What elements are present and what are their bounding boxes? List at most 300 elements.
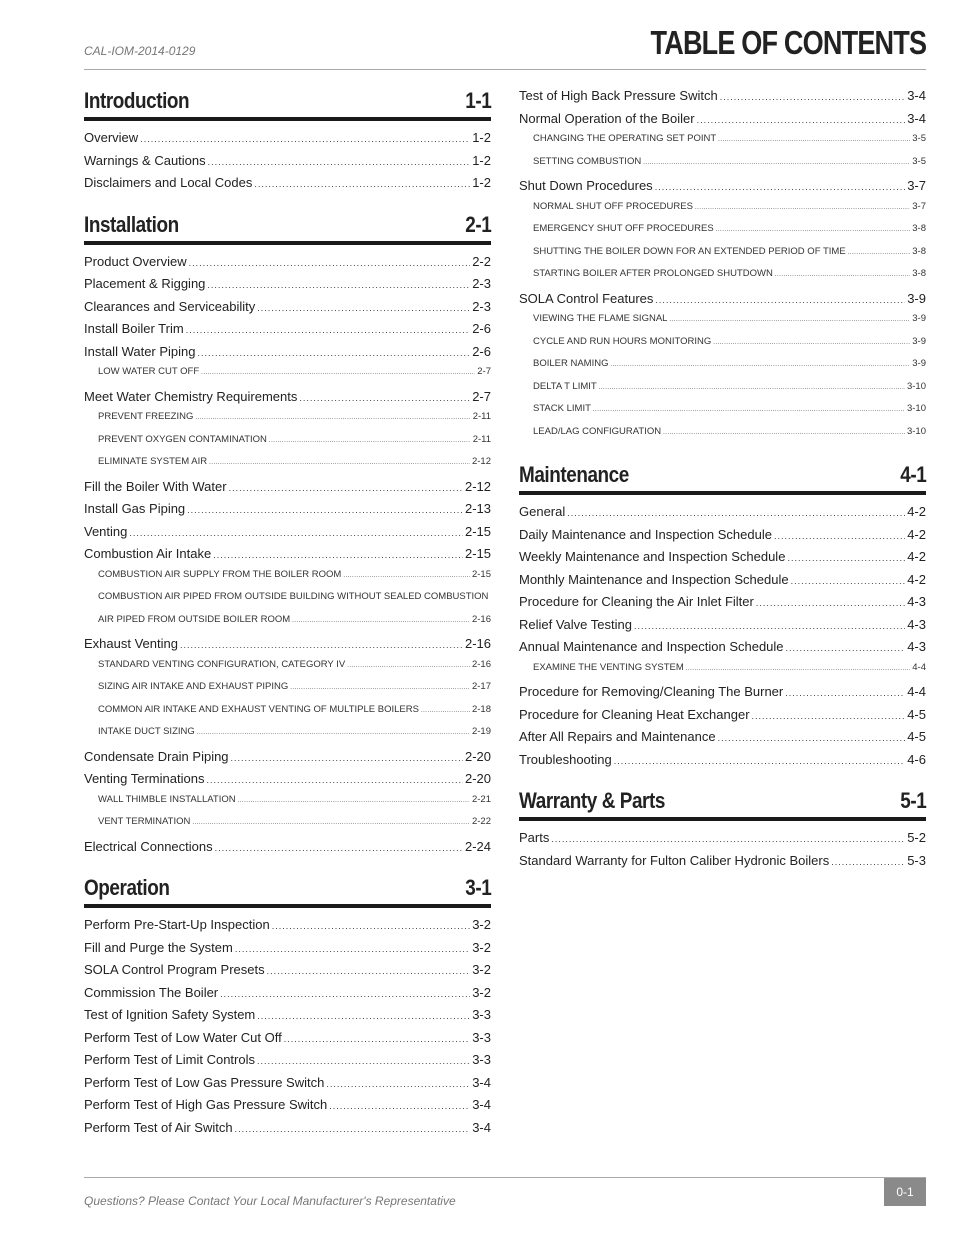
entry-title: Shut Down Procedures xyxy=(519,178,653,193)
toc-entry[interactable] xyxy=(84,962,491,985)
entry-page-number: 3-4 xyxy=(907,88,926,103)
entry-title: ELIMINATE SYSTEM AIR xyxy=(98,456,208,467)
dot-leader xyxy=(775,272,910,278)
entry-page-number: 2-16 xyxy=(471,658,491,670)
entry-title: Perform Test of High Gas Pressure Switch xyxy=(84,1097,328,1112)
entry-page-number: 3-4 xyxy=(907,110,926,126)
toc-subentry[interactable] xyxy=(84,704,491,727)
entry-title: Perform Test of Air Switch xyxy=(84,1119,233,1135)
entry-title: Procedure for Removing/Cleaning The Burner xyxy=(519,684,784,699)
toc-column-left xyxy=(84,88,491,1156)
toc-entry[interactable] xyxy=(84,479,491,502)
entry-title: Monthly Maintenance and Inspection Schedule xyxy=(519,571,789,587)
dot-leader xyxy=(201,370,475,376)
toc-subentry[interactable] xyxy=(519,246,926,269)
entry-title: STACK LIMIT xyxy=(533,403,591,414)
entry-title: Install Gas Piping xyxy=(84,501,186,516)
dot-leader xyxy=(213,550,463,560)
dot-leader xyxy=(209,460,470,466)
entry-title: Warnings & Cautions xyxy=(84,152,206,168)
toc-entry[interactable] xyxy=(84,636,491,659)
entry-title: STANDARD VENTING CONFIGURATION, CATEGORY IV xyxy=(98,658,346,670)
entry-title: VENT TERMINATION xyxy=(98,816,191,827)
entry-page-number: 3-4 xyxy=(472,1119,491,1135)
dot-leader xyxy=(614,756,905,766)
entry-title: Product Overview xyxy=(84,253,187,269)
toc-entry[interactable] xyxy=(84,175,491,198)
toc-subentry[interactable] xyxy=(519,313,926,336)
entry-page-number: 3-8 xyxy=(912,245,926,257)
entry-title: CYCLE AND RUN HOURS MONITORING xyxy=(533,335,712,347)
entry-title: Electrical Connections xyxy=(84,838,213,854)
dot-leader xyxy=(611,362,911,368)
entry-page-number: 5-2 xyxy=(907,830,926,845)
entry-page-number: 2-6 xyxy=(472,343,491,359)
toc-subentry[interactable] xyxy=(84,411,491,434)
dot-leader xyxy=(716,227,911,233)
entry-page-number: 5-3 xyxy=(907,852,926,868)
entry-page-number: 2-16 xyxy=(471,613,491,625)
dot-leader xyxy=(292,618,470,624)
entry-title: Test of Ignition Safety System xyxy=(84,1007,256,1022)
dot-leader xyxy=(290,685,470,691)
dot-leader xyxy=(129,528,463,538)
dot-leader xyxy=(599,385,905,391)
entry-title: Perform Test of Low Gas Pressure Switch xyxy=(84,1074,325,1090)
entry-title: Perform Pre-Start-Up Inspection xyxy=(84,917,270,932)
toc-entry[interactable] xyxy=(519,291,926,314)
entry-page-number: 3-5 xyxy=(912,133,926,144)
entry-title: NORMAL SHUT OFF PROCEDURES xyxy=(533,200,693,212)
entry-page-number: 3-7 xyxy=(907,178,926,193)
footer-contact-note: Questions? Please Contact Your Local Manufacturer's Representative xyxy=(84,1194,456,1208)
dot-leader xyxy=(192,820,470,826)
toc-entry[interactable] xyxy=(519,729,926,752)
toc-subentry[interactable] xyxy=(84,681,491,704)
entry-page-number: 3-10 xyxy=(906,403,926,414)
entry-page-number: 3-9 xyxy=(912,335,926,347)
entry-title: COMMON AIR INTAKE AND EXHAUST VENTING OF MULTIPLE BOILERS xyxy=(98,703,419,715)
dot-leader xyxy=(198,348,471,358)
toc-subentry[interactable] xyxy=(84,816,491,839)
entry-title: DELTA T LIMIT xyxy=(533,380,597,392)
toc-subentry[interactable] xyxy=(519,403,926,426)
entry-page-number: 1-2 xyxy=(472,130,491,145)
section-page-number: 4-1 xyxy=(899,462,926,487)
dot-leader xyxy=(634,621,905,631)
toc-section xyxy=(84,212,491,862)
entry-title: Clearances and Serviceability xyxy=(84,298,256,314)
toc-subentry[interactable] xyxy=(519,268,926,291)
entry-page-number: 3-9 xyxy=(912,313,926,324)
entry-page-number: 2-7 xyxy=(472,388,491,404)
dot-leader xyxy=(254,179,470,189)
entry-title: Install Boiler Trim xyxy=(84,321,184,336)
toc-entry[interactable] xyxy=(84,321,491,344)
toc-subentry[interactable] xyxy=(519,201,926,224)
entry-title: SOLA Control Features xyxy=(519,290,654,306)
entry-page-number: 2-21 xyxy=(471,793,491,805)
entry-page-number: 3-4 xyxy=(472,1074,491,1090)
entry-page-number: 2-15 xyxy=(464,546,491,561)
entry-title: Disclaimers and Local Codes xyxy=(84,175,253,190)
entry-page-number: 2-17 xyxy=(471,681,491,692)
toc-subentry[interactable] xyxy=(84,726,491,749)
entry-page-number: 1-2 xyxy=(472,175,491,190)
entry-title: VIEWING THE FLAME SIGNAL xyxy=(533,313,668,324)
dot-leader xyxy=(786,643,906,653)
dot-leader xyxy=(195,415,470,421)
section-title: Warranty & Parts xyxy=(519,788,665,813)
entry-title: Daily Maintenance and Inspection Schedule xyxy=(519,526,772,542)
entry-page-number: 2-19 xyxy=(471,726,491,737)
entry-title: Procedure for Cleaning the Air Inlet Filter xyxy=(519,594,754,609)
entry-title: Overview xyxy=(84,130,139,145)
toc-entry[interactable] xyxy=(519,684,926,707)
toc-entry[interactable] xyxy=(84,389,491,412)
toc-subentry[interactable] xyxy=(84,794,491,817)
dot-leader xyxy=(140,134,470,144)
toc-entry[interactable] xyxy=(519,504,926,527)
dot-leader xyxy=(329,1101,470,1111)
entry-title: Venting Terminations xyxy=(84,771,205,786)
toc-entry[interactable] xyxy=(519,527,926,550)
toc-entry[interactable] xyxy=(84,749,491,772)
entry-page-number: 3-8 xyxy=(912,223,926,234)
toc-entry[interactable] xyxy=(519,549,926,572)
entry-title: After All Repairs and Maintenance xyxy=(519,729,716,744)
toc-subentry[interactable] xyxy=(519,223,926,246)
toc-entry[interactable] xyxy=(84,254,491,277)
footer-divider xyxy=(84,1177,926,1178)
entry-title: Perform Test of Low Water Cut Off xyxy=(84,1029,282,1045)
entry-page-number: 2-6 xyxy=(472,321,491,336)
toc-entry[interactable] xyxy=(84,839,491,862)
entry-page-number: 2-20 xyxy=(464,748,491,764)
entry-title: SIZING AIR INTAKE AND EXHAUST PIPING xyxy=(98,681,289,692)
entry-title: Procedure for Cleaning Heat Exchanger xyxy=(519,706,750,722)
entry-page-number: 3-5 xyxy=(912,155,926,167)
entry-page-number: 4-5 xyxy=(907,706,926,722)
dot-leader xyxy=(238,798,470,804)
toc-entry[interactable] xyxy=(84,130,491,153)
toc-entry[interactable] xyxy=(519,707,926,730)
toc-entry[interactable] xyxy=(519,88,926,111)
section-title: Introduction xyxy=(84,88,190,113)
toc-entry[interactable] xyxy=(84,524,491,547)
entry-page-number: 2-16 xyxy=(464,636,491,651)
entry-title: INTAKE DUCT SIZING xyxy=(98,726,195,737)
entry-title: Condensate Drain Piping xyxy=(84,748,229,764)
entry-page-number: 2-15 xyxy=(471,568,491,580)
header-divider xyxy=(84,69,926,70)
entry-title: General xyxy=(519,504,566,519)
section-title: Installation xyxy=(84,211,179,237)
entry-page-number: 2-2 xyxy=(472,253,491,269)
dot-leader xyxy=(235,944,470,954)
entry-page-number: 2-15 xyxy=(464,523,491,539)
entry-page-number: 3-7 xyxy=(912,200,926,212)
dot-leader xyxy=(655,182,906,192)
toc-subentry[interactable] xyxy=(84,659,491,682)
document-code: CAL-IOM-2014-0129 xyxy=(84,44,196,58)
entry-page-number: 3-2 xyxy=(472,984,491,1000)
dot-leader xyxy=(189,258,471,268)
entry-page-number: 2-11 xyxy=(472,433,491,445)
dot-leader xyxy=(207,280,470,290)
entry-page-number: 3-4 xyxy=(472,1097,491,1112)
toc-entry[interactable] xyxy=(519,830,926,853)
entry-title: Troubleshooting xyxy=(519,751,612,767)
toc-entry[interactable] xyxy=(84,344,491,367)
dot-leader xyxy=(752,711,906,721)
dot-leader xyxy=(567,508,905,518)
toc-section xyxy=(84,88,491,198)
toc-subentry[interactable] xyxy=(519,426,926,449)
entry-page-number: 3-3 xyxy=(472,1029,491,1045)
entry-title: Combustion Air Intake xyxy=(84,546,212,561)
toc-entry[interactable] xyxy=(84,940,491,963)
dot-leader xyxy=(787,553,905,563)
dot-leader xyxy=(347,663,470,669)
toc-entry[interactable] xyxy=(84,985,491,1008)
toc-subentry[interactable] xyxy=(519,133,926,156)
toc-subentry[interactable] xyxy=(519,381,926,404)
toc-subentry[interactable] xyxy=(84,366,491,389)
entry-page-number: 4-4 xyxy=(912,661,926,673)
page-number-badge: 0-1 xyxy=(884,1178,926,1206)
section-heading xyxy=(519,462,926,495)
entry-page-number: 2-11 xyxy=(472,411,491,422)
toc-subentry[interactable] xyxy=(519,336,926,359)
section-title: Maintenance xyxy=(519,462,629,487)
dot-leader xyxy=(269,438,471,444)
entry-title: Fill and Purge the System xyxy=(84,939,233,955)
entry-title: Exhaust Venting xyxy=(84,636,178,651)
toc-entry[interactable] xyxy=(84,917,491,940)
entry-page-number: 4-2 xyxy=(907,526,926,542)
toc-entry[interactable] xyxy=(84,299,491,322)
dot-leader xyxy=(669,317,910,323)
toc-entry[interactable] xyxy=(84,1030,491,1053)
entry-title: SETTING COMBUSTION xyxy=(533,155,642,167)
toc-section xyxy=(519,788,926,875)
toc-entry[interactable] xyxy=(84,1120,491,1143)
dot-leader xyxy=(421,708,470,714)
toc-entry[interactable] xyxy=(84,771,491,794)
entry-title: SHUTTING THE BOILER DOWN FOR AN EXTENDED PERIOD OF TIME xyxy=(533,245,846,257)
dot-leader xyxy=(791,576,906,586)
dot-leader xyxy=(663,430,905,436)
entry-page-number: 4-2 xyxy=(907,504,926,519)
dot-leader xyxy=(593,407,905,413)
dot-leader xyxy=(186,325,471,335)
dot-leader xyxy=(756,598,905,608)
toc-section xyxy=(84,875,491,1142)
entry-title: Fill the Boiler With Water xyxy=(84,478,227,494)
entry-title: Commission The Boiler xyxy=(84,984,219,1000)
dot-leader xyxy=(272,921,471,931)
dot-leader xyxy=(235,1124,471,1134)
toc-entry[interactable] xyxy=(84,501,491,524)
entry-title: Weekly Maintenance and Inspection Schedule xyxy=(519,549,786,564)
entry-title: Standard Warranty for Fulton Caliber Hydronic Boilers xyxy=(519,852,830,868)
dot-leader xyxy=(229,483,463,493)
entry-page-number: 4-3 xyxy=(907,616,926,632)
section-page-number: 3-1 xyxy=(464,875,491,900)
toc-subentry[interactable] xyxy=(519,358,926,381)
entry-page-number: 2-24 xyxy=(464,838,491,854)
toc-entry[interactable] xyxy=(519,178,926,201)
dot-leader xyxy=(697,115,906,125)
entry-title: LEAD/LAG CONFIGURATION xyxy=(533,425,662,437)
entry-page-number: 2-20 xyxy=(464,771,491,786)
dot-leader xyxy=(231,753,463,763)
entry-page-number: 2-13 xyxy=(464,501,491,516)
entry-title: PREVENT OXYGEN CONTAMINATION xyxy=(98,433,267,445)
dot-leader xyxy=(215,843,463,853)
dot-leader xyxy=(831,857,905,867)
entry-title: AIR PIPED FROM OUTSIDE BOILER ROOM xyxy=(98,613,291,625)
entry-page-number: 4-2 xyxy=(907,571,926,587)
dot-leader xyxy=(713,340,910,346)
toc-entry[interactable] xyxy=(84,546,491,569)
toc-subentry[interactable] xyxy=(84,614,491,637)
entry-page-number: 3-2 xyxy=(472,917,491,932)
dot-leader xyxy=(299,393,470,403)
entry-page-number: 3-3 xyxy=(472,1007,491,1022)
dot-leader xyxy=(220,989,470,999)
entry-page-number: 3-9 xyxy=(912,358,926,369)
toc-section xyxy=(519,88,926,448)
entry-page-number: 3-10 xyxy=(906,425,926,437)
section-page-number: 5-1 xyxy=(899,788,926,813)
entry-page-number: 4-6 xyxy=(907,751,926,767)
toc-entry[interactable] xyxy=(84,1007,491,1030)
entry-page-number: 2-12 xyxy=(464,478,491,494)
entry-title: EMERGENCY SHUT OFF PROCEDURES xyxy=(533,223,714,234)
dot-leader xyxy=(848,250,911,256)
dot-leader xyxy=(326,1079,470,1089)
entry-title: Annual Maintenance and Inspection Schedule xyxy=(519,639,784,654)
dot-leader xyxy=(785,688,905,698)
entry-title: Relief Valve Testing xyxy=(519,616,632,632)
entry-title: COMBUSTION AIR SUPPLY FROM THE BOILER ROOM xyxy=(98,568,342,580)
entry-title: BOILER NAMING xyxy=(533,358,609,369)
entry-page-number: 4-5 xyxy=(907,729,926,744)
entry-title: Perform Test of Limit Controls xyxy=(84,1052,255,1067)
toc-subentry[interactable] xyxy=(84,456,491,479)
entry-page-number: 2-12 xyxy=(471,456,491,467)
toc-entry[interactable] xyxy=(519,853,926,876)
dot-leader xyxy=(206,775,463,785)
entry-title: SOLA Control Program Presets xyxy=(84,962,265,977)
toc-entry[interactable] xyxy=(519,639,926,662)
toc-column-right xyxy=(519,88,926,889)
dot-leader xyxy=(774,531,905,541)
dot-leader xyxy=(343,573,470,579)
dot-leader xyxy=(284,1034,470,1044)
section-heading xyxy=(519,788,926,821)
dot-leader xyxy=(257,1056,470,1066)
dot-leader xyxy=(197,730,470,736)
toc-subentry[interactable] xyxy=(519,662,926,685)
toc-subentry[interactable] xyxy=(84,591,491,614)
section-heading xyxy=(84,212,491,245)
toc-entry[interactable] xyxy=(84,1052,491,1075)
entry-page-number: 3-2 xyxy=(472,962,491,977)
entry-page-number: 4-2 xyxy=(907,549,926,564)
toc-entry[interactable] xyxy=(84,1075,491,1098)
toc-subentry[interactable] xyxy=(84,569,491,592)
toc-subentry[interactable] xyxy=(519,156,926,179)
toc-entry[interactable] xyxy=(519,617,926,640)
entry-page-number: 3-8 xyxy=(912,268,926,279)
section-page-number: 2-1 xyxy=(464,211,491,237)
entry-page-number: 4-3 xyxy=(907,594,926,609)
dot-leader xyxy=(267,966,471,976)
dot-leader xyxy=(655,295,905,305)
entry-page-number: 4-3 xyxy=(907,639,926,654)
entry-title: WALL THIMBLE INSTALLATION xyxy=(98,793,236,805)
section-heading xyxy=(84,875,491,908)
toc-entry[interactable] xyxy=(84,1097,491,1120)
dot-leader xyxy=(643,160,910,166)
page-title: TABLE OF CONTENTS xyxy=(650,24,926,61)
toc-subentry[interactable] xyxy=(84,434,491,457)
dot-leader xyxy=(720,92,906,102)
dot-leader xyxy=(187,505,463,515)
entry-title: EXAMINE THE VENTING SYSTEM xyxy=(533,661,684,673)
dot-leader xyxy=(695,205,910,211)
entry-page-number: 3-2 xyxy=(472,939,491,955)
entry-title: Meet Water Chemistry Requirements xyxy=(84,388,298,404)
entry-page-number: 4-4 xyxy=(907,684,926,699)
section-heading xyxy=(84,88,491,121)
toc-entry[interactable] xyxy=(519,111,926,134)
section-title: Operation xyxy=(84,875,170,900)
entry-page-number: 3-10 xyxy=(906,380,926,392)
section-page-number: 1-1 xyxy=(464,88,491,113)
toc-entry[interactable] xyxy=(519,572,926,595)
entry-page-number: 2-3 xyxy=(472,276,491,291)
entry-title: Install Water Piping xyxy=(84,343,196,359)
dot-leader xyxy=(686,666,910,672)
dot-leader xyxy=(257,303,470,313)
toc-entry[interactable] xyxy=(84,276,491,299)
toc-section xyxy=(519,462,926,774)
entry-page-number: 3-3 xyxy=(472,1052,491,1067)
toc-entry[interactable] xyxy=(519,752,926,775)
dot-leader xyxy=(718,733,906,743)
entry-title: LOW WATER CUT OFF xyxy=(98,366,200,377)
entry-page-number: 3-9 xyxy=(907,290,926,306)
entry-title: STARTING BOILER AFTER PROLONGED SHUTDOWN xyxy=(533,268,773,279)
entry-page-number: 2-7 xyxy=(477,366,491,377)
toc-entry[interactable] xyxy=(519,594,926,617)
entry-page-number: 2-22 xyxy=(471,816,491,827)
entry-title: PREVENT FREEZING xyxy=(98,411,194,422)
entry-title: CHANGING THE OPERATING SET POINT xyxy=(533,133,717,144)
toc-entry[interactable] xyxy=(84,153,491,176)
entry-title: COMBUSTION AIR PIPED FROM OUTSIDE BUILDING WITHOUT SEALED COMBUSTION xyxy=(98,591,489,602)
dot-leader xyxy=(180,640,463,650)
entry-page-number: 1-2 xyxy=(472,152,491,168)
entry-page-number: 2-18 xyxy=(471,703,491,715)
entry-title: Normal Operation of the Boiler xyxy=(519,110,695,126)
entry-title: Venting xyxy=(84,523,128,539)
entry-title: Test of High Back Pressure Switch xyxy=(519,88,718,103)
